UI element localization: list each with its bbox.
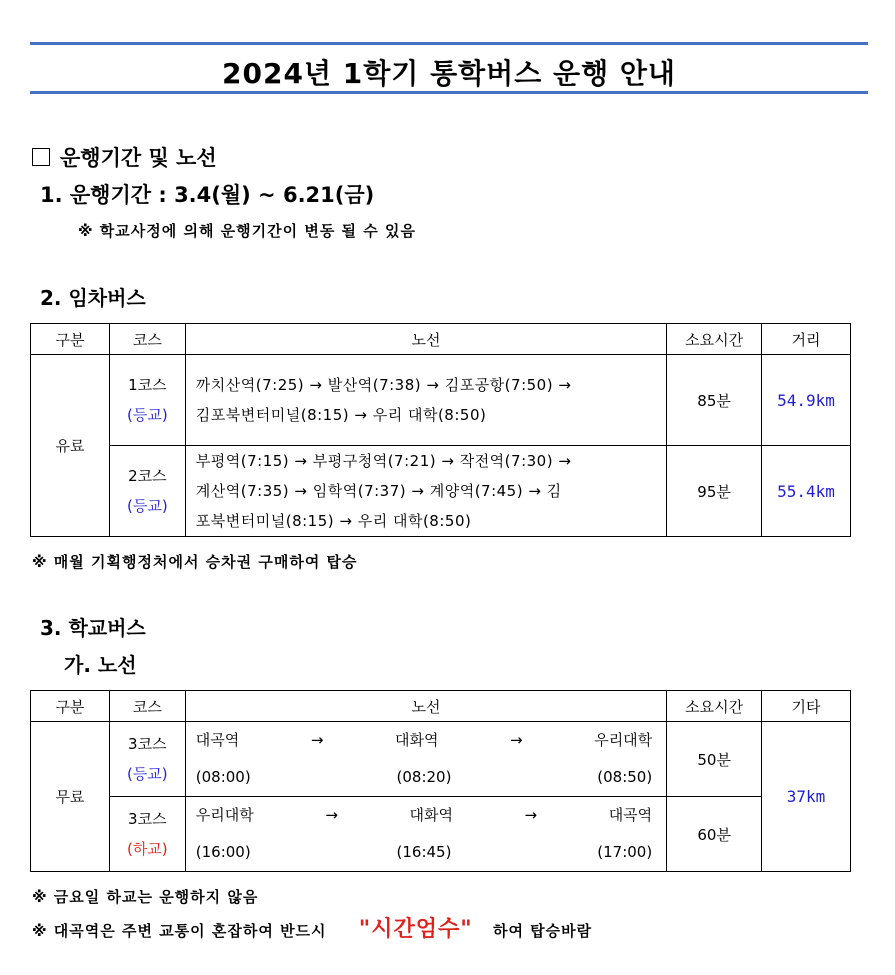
course-name: 2코스	[128, 467, 167, 485]
school-note-punctual	[32, 912, 592, 943]
distance-cell: 55.4km	[762, 446, 851, 537]
route-cell	[185, 797, 666, 872]
charter-note: ※ 매월 기획행정처에서 승차권 구매하여 탑승	[32, 553, 358, 571]
period-heading: 1. 운행기간 : 3.4(월) ~ 6.21(금)	[40, 183, 375, 207]
col-header: 코스	[109, 691, 185, 722]
col-header: 소요시간	[667, 691, 762, 722]
school-heading: 3. 학교버스	[40, 616, 146, 640]
route-line: 부평역(7:15) → 부평구청역(7:21) → 작전역(7:30) →	[195, 452, 572, 470]
route-line: 까치산역(7:25) → 발산역(7:38) → 김포공항(7:50) →	[195, 376, 572, 394]
note-text: ※ 대곡역은 주변 교통이 혼잡하여 반드시	[32, 922, 327, 940]
school-subheading: 가. 노선	[64, 653, 137, 677]
course-direction: (등교)	[127, 406, 168, 424]
course-name: 1코스	[128, 376, 167, 394]
table-row	[31, 722, 851, 797]
table-header-row	[31, 324, 851, 355]
col-header: 노선	[185, 691, 666, 722]
category-cell: 유료	[31, 355, 110, 537]
course-direction: (등교)	[127, 497, 168, 515]
stop-name: 대곡역	[195, 731, 240, 749]
col-header: 코스	[109, 324, 185, 355]
stop-time: (17:00)	[597, 843, 653, 861]
section-heading	[32, 142, 217, 172]
col-header: 거리	[762, 324, 851, 355]
route-cell	[185, 355, 666, 446]
table-row	[31, 797, 851, 872]
arrow-icon: →	[310, 731, 324, 749]
school-note-friday: ※ 금요일 하교는 운행하지 않음	[32, 888, 259, 906]
route-cell	[185, 722, 666, 797]
table-row	[31, 446, 851, 537]
course-direction: (등교)	[126, 765, 168, 783]
route-stops	[186, 722, 666, 759]
stop-name: 대화역	[394, 731, 439, 749]
col-header: 소요시간	[667, 324, 762, 355]
stop-name: 대화역	[409, 806, 453, 824]
note-text: 하여 탑승바람	[492, 922, 593, 940]
stop-time: (08:50)	[597, 768, 653, 786]
route-times	[186, 759, 666, 796]
checkbox-icon	[32, 148, 50, 166]
col-header: 구분	[31, 324, 110, 355]
table-row	[31, 355, 851, 446]
title-bottom-rule	[30, 91, 868, 94]
course-cell	[109, 797, 185, 872]
stop-name: 우리대학	[195, 806, 254, 824]
duration-cell: 85분	[667, 355, 762, 446]
course-cell	[109, 722, 185, 797]
period-note: ※ 학교사정에 의해 운행기간이 변동 될 수 있음	[78, 222, 416, 240]
route-line: 계산역(7:35) → 임학역(7:37) → 계양역(7:45) → 김	[195, 482, 562, 500]
stop-time: (08:20)	[396, 768, 452, 786]
arrow-icon: →	[524, 806, 538, 824]
course-cell	[109, 355, 185, 446]
table-header-row	[31, 691, 851, 722]
stop-time: (16:00)	[195, 843, 251, 861]
course-cell	[109, 446, 185, 537]
col-header: 기타	[762, 691, 851, 722]
course-name: 3코스	[128, 735, 167, 753]
arrow-icon: →	[325, 806, 338, 824]
category-cell: 무료	[31, 722, 110, 872]
stop-time: (16:45)	[396, 843, 452, 861]
arrow-icon: →	[510, 731, 523, 749]
duration-cell: 50분	[667, 722, 762, 797]
route-times	[186, 834, 666, 871]
charter-table	[30, 323, 851, 537]
stop-name: 대곡역	[608, 806, 653, 824]
course-direction: (하교)	[126, 840, 168, 858]
charter-heading: 2. 임차버스	[40, 286, 146, 310]
school-table	[30, 690, 851, 872]
emphasis-text: "시간엄수"	[358, 917, 473, 942]
route-cell	[185, 446, 666, 537]
route-stops	[186, 797, 666, 834]
etc-cell: 37km	[762, 722, 851, 872]
stop-name: 우리대학	[594, 731, 653, 749]
route-line: 포북변터미널(8:15) → 우리 대학(8:50)	[195, 512, 472, 530]
title-top-rule	[30, 42, 868, 45]
page-title: 2024년 1학기 통학버스 운행 안내	[222, 57, 676, 90]
course-name: 3코스	[128, 810, 167, 828]
duration-cell: 60분	[667, 797, 762, 872]
col-header: 노선	[185, 324, 666, 355]
route-line: 김포북변터미널(8:15) → 우리 대학(8:50)	[195, 406, 487, 424]
duration-cell: 95분	[667, 446, 762, 537]
stop-time: (08:00)	[195, 768, 251, 786]
section-heading-text: 운행기간 및 노선	[60, 146, 217, 170]
distance-cell: 54.9km	[762, 355, 851, 446]
col-header: 구분	[31, 691, 110, 722]
